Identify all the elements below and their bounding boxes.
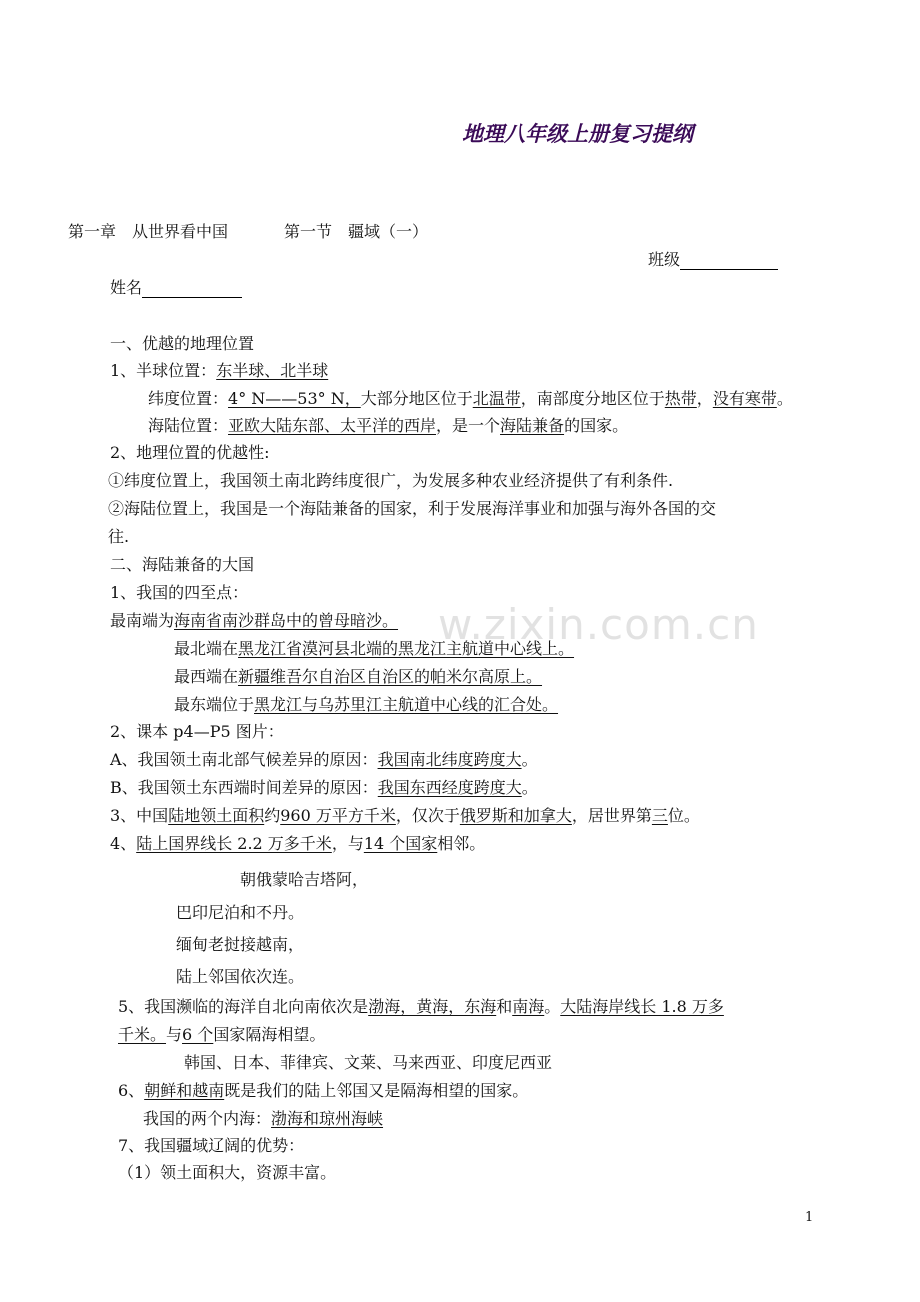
text: ，居世界第	[571, 806, 652, 825]
text: A、我国领土南北部气候差异的原因：	[110, 750, 378, 769]
easternmost-line	[174, 695, 558, 715]
latitude-line	[148, 389, 793, 409]
answer: 没有寒带	[712, 389, 777, 408]
border-line	[110, 834, 485, 854]
text: B、我国领土东西端时间差异的原因：	[110, 778, 378, 797]
text: ，仅次于	[395, 806, 460, 825]
territory-advantage-point-1: （1）领土面积大，资源丰富。	[118, 1163, 337, 1182]
text: 。	[544, 997, 561, 1016]
sea-land-line	[148, 416, 628, 436]
answer: 南海	[512, 997, 545, 1016]
text: 最西端在	[174, 667, 239, 686]
answer: 海南省南沙群岛中的曾母暗沙。	[174, 611, 399, 630]
verse-line-3: 缅甸老挝接越南，	[176, 935, 305, 954]
territory-advantage-heading: 7、我国疆域辽阔的优势：	[118, 1136, 305, 1155]
text: 1、半球位置：	[110, 361, 217, 380]
text: 最北端在	[174, 639, 239, 658]
text: 最东端位于	[174, 695, 255, 714]
westernmost-line	[174, 667, 542, 687]
text: 海陆位置：	[148, 416, 229, 435]
answer: 4° N——53° N，	[228, 389, 361, 408]
text: 。	[776, 389, 793, 408]
dual-neighbors-line	[118, 1081, 528, 1101]
answer: 东半球、北半球	[216, 361, 329, 380]
answer: 海陆兼备	[500, 416, 565, 435]
advantage-heading: 2、地理位置的优越性:	[110, 443, 270, 462]
text: ，	[696, 389, 713, 408]
answer: 渤海和琼州海峡	[271, 1109, 384, 1128]
answer: 俄罗斯和加拿大	[459, 806, 572, 825]
text: 纬度位置：	[148, 389, 229, 408]
time-difference-line	[110, 778, 538, 798]
chapter-label: 第一章 从世界看中国	[68, 222, 229, 241]
text: 的国家。	[564, 416, 629, 435]
extreme-points-heading: 1、我国的四至点：	[110, 583, 249, 602]
text: 位。	[667, 806, 700, 825]
advantage-point-1: ①纬度位置上，我国领土南北跨纬度很广，为发展多种农业经济提供了有利条件.	[108, 471, 674, 490]
answer: 新疆维吾尔自治区自治区的帕米尔高原上。	[238, 667, 543, 686]
text: 4、	[110, 834, 137, 853]
answer: 大陆海岸线长 1.8 万多	[560, 997, 724, 1016]
name-field	[110, 278, 242, 298]
document-title: 地理八年级上册复习提纲	[462, 122, 693, 146]
text: 3、中国	[110, 806, 169, 825]
class-field	[648, 250, 778, 270]
name-label: 姓名	[110, 278, 143, 297]
answer: 我国南北纬度跨度大	[377, 750, 522, 769]
verse-line-1: 朝俄蒙哈吉塔阿，	[240, 870, 369, 889]
answer: 热带	[664, 389, 697, 408]
answer: 6 个	[182, 1025, 214, 1044]
answer: 陆地领土面积	[168, 806, 265, 825]
area-line	[110, 806, 700, 826]
text: 既是我们的陆上邻国又是隔海相望的国家。	[224, 1081, 529, 1100]
text: 。	[521, 750, 538, 769]
section-heading-2: 二、海陆兼备的大国	[110, 555, 255, 574]
climate-difference-line	[110, 750, 538, 770]
page-number: 1	[805, 1210, 814, 1225]
text: ，是一个	[436, 416, 501, 435]
southernmost-line	[110, 611, 398, 631]
class-label: 班级	[648, 250, 681, 269]
answer: 朝鲜和越南	[144, 1081, 225, 1100]
answer: 黑龙江与乌苏里江主航道中心线的汇合处。	[254, 695, 559, 714]
text: ，与	[331, 834, 364, 853]
answer: 渤海，黄海，东海	[368, 997, 497, 1016]
answer: 陆上国界线长 2.2 万多千米	[136, 834, 332, 853]
answer: 北温带	[472, 389, 521, 408]
text: 最南端为	[110, 611, 175, 630]
advantage-point-2-cont: 往.	[108, 527, 130, 546]
answer: 黑龙江省漠河县北端的黑龙江主航道中心线上。	[238, 639, 575, 658]
text: 5、我国濒临的海洋自北向南依次是	[118, 997, 369, 1016]
inland-seas-line	[143, 1109, 383, 1129]
text: 约	[264, 806, 281, 825]
section-heading-1: 一、优越的地理位置	[110, 334, 255, 353]
text: 。	[521, 778, 538, 797]
coastline-line	[118, 1025, 325, 1045]
answer: 三	[651, 806, 668, 825]
answer: 亚欧大陆东部、太平洋的西岸	[228, 416, 437, 435]
section-label: 第一节 疆域（一）	[284, 222, 429, 241]
chapter-heading	[68, 222, 428, 242]
text: 和	[496, 997, 513, 1016]
text: 相邻。	[437, 834, 486, 853]
answer: 我国东西经度跨度大	[377, 778, 522, 797]
seas-line	[118, 997, 724, 1017]
text: 我国的两个内海：	[143, 1109, 272, 1128]
text: 国家隔海相望。	[213, 1025, 326, 1044]
hemisphere-line	[110, 361, 328, 381]
answer: 千米。	[118, 1025, 167, 1044]
class-blank[interactable]	[680, 253, 778, 270]
text: 与	[166, 1025, 183, 1044]
answer: 960 万平方千米	[280, 806, 396, 825]
text: 大部分地区位于	[360, 389, 473, 408]
watermark: w.zixin.com.cn	[438, 600, 759, 649]
sea-neighbors-list: 韩国、日本、菲律宾、文莱、马来西亚、印度尼西亚	[184, 1053, 553, 1072]
name-blank[interactable]	[142, 281, 242, 298]
answer: 14 个国家	[363, 834, 438, 853]
textbook-images-heading: 2、课本 p4—P5 图片：	[110, 722, 284, 741]
northernmost-line	[174, 639, 574, 659]
text: 6、	[118, 1081, 145, 1100]
verse-line-2: 巴印尼泊和不丹。	[176, 903, 305, 922]
advantage-point-2: ②海陆位置上，我国是一个海陆兼备的国家，利于发展海洋事业和加强与海外各国的交	[108, 499, 717, 518]
verse-line-4: 陆上邻国依次连。	[176, 967, 305, 986]
text: ，南部度分地区位于	[520, 389, 665, 408]
